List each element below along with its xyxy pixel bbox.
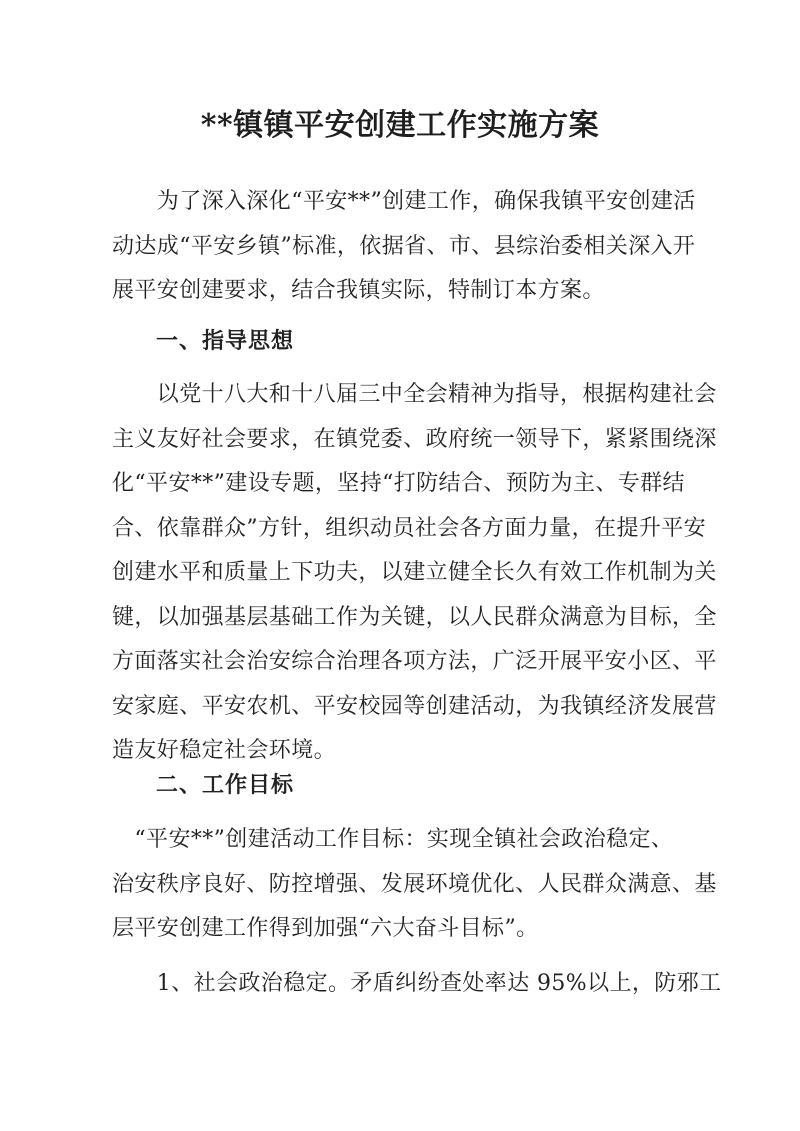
intro-line: 动达成“平安乡镇”标准，依据省、市、县综治委相关深入开 [112, 233, 696, 259]
section1-line: 以党十八大和十八届三中全会精神为指导，根据构建社会 [112, 382, 717, 407]
section1-paragraph [112, 373, 717, 774]
section1-line: 安家庭、平安农机、平安校园等创建活动，为我镇经济发展营 [112, 693, 717, 719]
section2-line: 治安秩序良好、防控增强、发展环境优化、人民群众满意、基 [112, 871, 717, 897]
section2-paragraph [112, 818, 717, 952]
section1-line: 造友好稳定社会环境。 [112, 738, 337, 763]
section2-line: 层平安创建工作得到加强“六大奋斗目标”。 [112, 916, 539, 941]
section1-line: 主义友好社会要求，在镇党委、政府统一领导下，紧紧围绕深 [112, 426, 717, 452]
section1-line: 合、依靠群众”方针，组织动员社会各方面力量，在提升平安 [112, 515, 707, 541]
section2-line: “平安**”创建活动工作目标：实现全镇社会政治稳定、 [112, 827, 674, 852]
section1-line: 键，以加强基层基础工作为关键，以人民群众满意为目标，全 [112, 604, 717, 630]
section1-line: 化“平安**”建设专题，坚持“打防结合、预防为主、专群结 [112, 471, 685, 496]
intro-paragraph [112, 180, 696, 314]
document-title: **镇镇平安创建工作实施方案 [200, 108, 600, 143]
section1-line: 创建水平和质量上下功夫，以建立健全长久有效工作机制为关 [112, 560, 717, 585]
item1-line: 1、社会政治稳定。矛盾纠纷查处率达 95%以上，防邪工 [112, 971, 722, 996]
section-heading-guiding-ideology: 一、指导思想 [156, 329, 295, 354]
item1-paragraph [112, 962, 722, 1007]
intro-line: 展平安创建要求，结合我镇实际，特制订本方案。 [112, 278, 605, 303]
intro-line: 为了深入深化“平安**”创建工作，确保我镇平安创建活 [112, 189, 696, 214]
section-heading-work-goals: 二、工作目标 [156, 773, 295, 798]
section1-line: 方面落实社会治安综合治理各项方法，广泛开展平安小区、平 [112, 649, 717, 674]
